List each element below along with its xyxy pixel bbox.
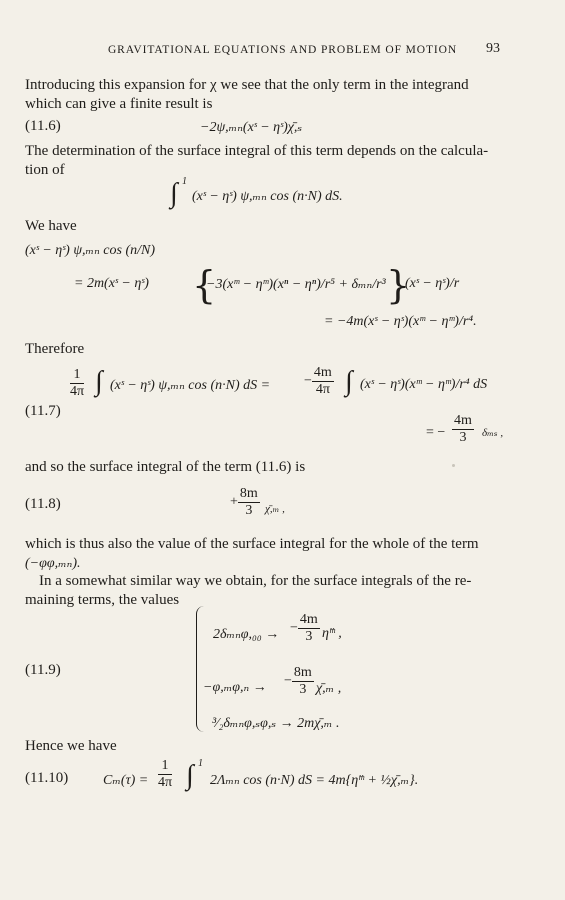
equation-11-7-frac1: $\frac{1}{4\pi}$ bbox=[70, 367, 85, 399]
equation-11-9-row2-end: χ̄,ₘ , bbox=[316, 681, 342, 696]
text-line: tion of bbox=[25, 162, 65, 178]
equation-we-have-line3: = −4m(xˢ − ηˢ)(xᵐ − ηᵐ)/r⁴. bbox=[324, 314, 477, 329]
equation-11-9-row3: ³⁄₂δₘₙφ,ₛφ,ₛ → 2mχ̄,ₘ . bbox=[212, 716, 340, 731]
page-number: 93 bbox=[486, 41, 500, 56]
integral-sign: ∫ bbox=[95, 366, 103, 397]
equation-11-7-frac3: $\frac{4m}{3}$ bbox=[454, 413, 472, 445]
equation-11-9-row1-frac: − $\frac{4m}{3}$ bbox=[290, 612, 318, 644]
equation-11-10-frac: $\frac{1}{4\pi}$ bbox=[158, 758, 173, 790]
equation-11-9-row2-frac: − $\frac{8m}{3}$ bbox=[284, 665, 312, 697]
equation-we-have-line2b: −3(xᵐ − ηᵐ)(xⁿ − ηⁿ)/r⁵ + δₘₙ/r³ bbox=[206, 277, 386, 292]
equation-number: (11.8) bbox=[25, 496, 61, 512]
text-line: which can give a finite result is bbox=[25, 96, 213, 112]
equation-integral-1: (xˢ − ηˢ) ψ,ₘₙ cos (n·N) dS. bbox=[192, 189, 343, 204]
left-brace: { bbox=[192, 263, 217, 307]
integral-upper-limit: 1 bbox=[182, 176, 187, 187]
text-line: which is thus also the value of the surface integral for the whole of the term bbox=[25, 536, 479, 552]
equation-we-have-line1: (xˢ − ηˢ) ψ,ₘₙ cos (n/N) bbox=[25, 243, 156, 258]
integral-sign: ∫ bbox=[186, 760, 194, 791]
equation-11-7-frac2: − $\frac{4m}{4\pi}$ bbox=[304, 365, 332, 397]
equation-11-6: −2ψ,ₘₙ(xˢ − ηˢ)χ̄,ₛ bbox=[200, 120, 303, 135]
hence-text: Hence we have bbox=[25, 738, 117, 754]
equation-11-7-lhs: (xˢ − ηˢ) ψ,ₘₙ cos (n·N) dS = bbox=[110, 378, 271, 393]
right-brace: } bbox=[386, 263, 411, 307]
equation-number: (11.10) bbox=[25, 770, 69, 786]
paragraph-surface-integral: and so the surface integral of the term (11.6) is bbox=[25, 459, 306, 475]
paper-speck bbox=[452, 464, 455, 467]
paragraph-intro bbox=[25, 76, 503, 114]
integral-upper-limit: 1 bbox=[198, 758, 203, 769]
paragraph-whole-term bbox=[25, 535, 503, 573]
equation-11-8-end: χ̄,ₘ , bbox=[265, 503, 285, 515]
equation-number: (11.7) bbox=[25, 403, 61, 419]
text-line: Introducing this expansion for χ we see that the only term in the integrand bbox=[25, 77, 469, 93]
equation-11-10-lhs: Cₘ(τ) = bbox=[103, 773, 149, 788]
paragraph-determination bbox=[25, 142, 503, 180]
equation-11-7-eq-sign: = − bbox=[426, 425, 446, 440]
paragraph-similar-way bbox=[25, 572, 503, 610]
equation-we-have-line2a: = 2m(xˢ − ηˢ) bbox=[74, 276, 149, 291]
integral-sign: ∫ bbox=[345, 366, 353, 397]
equation-11-7-end: δₘₛ , bbox=[482, 427, 504, 439]
equation-11-9-row1-lhs: 2δₘₙφ,₀₀ → bbox=[213, 627, 280, 642]
running-title: GRAVITATIONAL EQUATIONS AND PROBLEM OF MOTION bbox=[107, 44, 458, 56]
text-line: The determination of the surface integral of this term depends on the calcula- bbox=[25, 143, 489, 159]
equation-11-8: + $\frac{8m}{3}$ bbox=[230, 486, 258, 518]
we-have-text: We have bbox=[25, 218, 77, 234]
text-line: In a somewhat similar way we obtain, for the surface integrals of the re- bbox=[39, 573, 472, 589]
text-line: maining terms, the values bbox=[25, 592, 180, 608]
values-brace bbox=[196, 606, 205, 732]
integral-sign: ∫ bbox=[170, 178, 178, 209]
therefore-text: Therefore bbox=[25, 341, 85, 357]
equation-11-10-rhs: 2Λₘₙ cos (n·N) dS = 4m{η̈ᵐ + ½χ̄,ₘ}. bbox=[210, 773, 419, 788]
equation-we-have-line2c: (xˢ − ηˢ)/r bbox=[405, 276, 460, 291]
equation-number: (11.6) bbox=[25, 118, 61, 134]
text-line: (−φφ,ₘₙ). bbox=[25, 556, 81, 571]
equation-number: (11.9) bbox=[25, 662, 61, 678]
equation-11-7-rhs: (xˢ − ηˢ)(xᵐ − ηᵐ)/r⁴ dS bbox=[360, 377, 488, 392]
equation-11-9-row1-end: η̈ᵐ , bbox=[322, 626, 342, 641]
equation-11-9-row2-lhs: −φ,ₘφ,ₙ → bbox=[203, 680, 267, 695]
